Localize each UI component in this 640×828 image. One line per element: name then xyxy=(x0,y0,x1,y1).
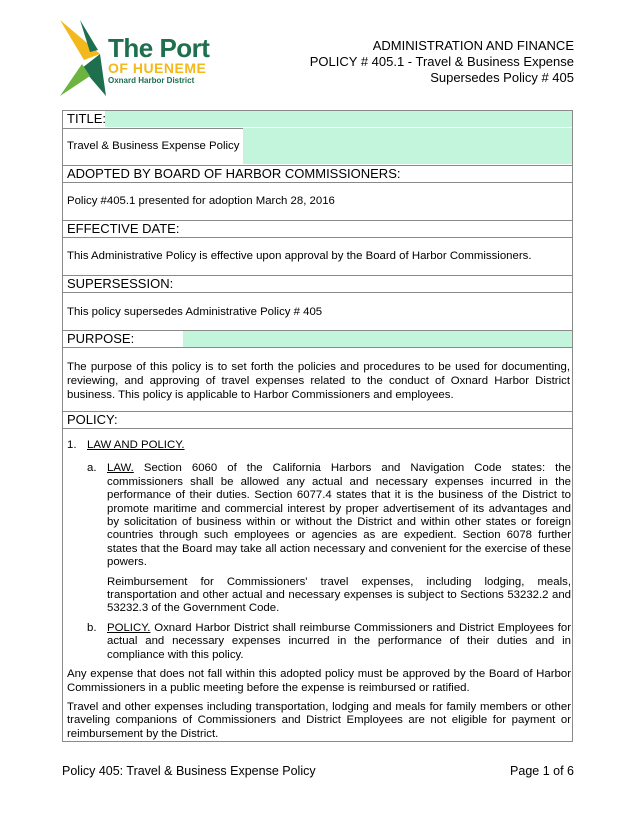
port-logo-mark xyxy=(60,20,106,96)
supersession-heading: SUPERSESSION: xyxy=(63,275,572,293)
header-supersedes: Supersedes Policy # 405 xyxy=(430,70,574,85)
logo-tagline: Oxnard Harbor District xyxy=(108,76,195,85)
header-policy-number: POLICY # 405.1 - Travel & Business Expense xyxy=(309,54,574,69)
policy-form xyxy=(62,110,573,742)
item-a-letter: a. xyxy=(87,462,97,475)
policy-item-a xyxy=(87,462,571,615)
item-b-letter: b. xyxy=(87,621,97,634)
logo-subtitle: OF HUENEME xyxy=(108,60,207,76)
footer-page-number: Page 1 of 6 xyxy=(510,764,574,778)
supersession-text: This policy supersedes Administrative Policy # 405 xyxy=(67,306,323,318)
policy-paragraph-1: Any expense that does not fall within this adopted policy must be approved by the Board of Harbor Commissioners in a public meeting before the expense is reimbursed or ratified. xyxy=(67,668,571,694)
purpose-highlight xyxy=(183,331,572,347)
policy-heading: POLICY: xyxy=(63,411,572,429)
item-1-title: LAW AND POLICY. xyxy=(87,439,185,451)
footer-policy-title: Policy 405: Travel & Business Expense Policy xyxy=(62,764,316,778)
adopted-text: Policy #405.1 presented for adoption March 28, 2016 xyxy=(67,195,335,207)
document-header xyxy=(310,38,574,86)
effective-heading: EFFECTIVE DATE: xyxy=(63,220,572,238)
effective-text: This Administrative Policy is effective upon approval by the Board of Harbor Commissioners. xyxy=(67,250,532,262)
item-b-paragraph xyxy=(107,622,571,662)
policy-item-1 xyxy=(67,439,571,452)
title-value: Travel & Business Expense Policy xyxy=(67,140,240,152)
item-a-text-2: Reimbursement for Commissioners' travel expenses, including lodging, meals, transportation and other actual and necessary expenses is subject to Sections 53232.2 and 53232.3 of the Government Code. xyxy=(107,575,571,615)
title-heading: TITLE: xyxy=(63,111,572,129)
purpose-heading: PURPOSE: xyxy=(63,330,572,348)
policy-paragraph-2: Travel and other expenses including transportation, lodging and meals for family members or other traveling companions of Commissioners and District Employees are not eligible for payment or reimbursement by the District. xyxy=(67,700,571,740)
policy-body xyxy=(67,439,571,741)
item-a-paragraph xyxy=(107,462,571,569)
port-logo xyxy=(60,20,210,98)
item-a-text: Section 6060 of the California Harbors and Navigation Code states: the commissioners shall be allowed any actual and necessary expenses incurred in the performance of their duties. Section 6077.4 states that it is the business of the District to promote maritime and commercial interest by proper advertisement of its advantages and by solicitation of business within or without the District and within other states or foreign countries through such employees or agencies as are expedient. Section 6078 further states that the Board may take all action necessary and convenient for the exercise of these powers. xyxy=(107,462,571,569)
policy-item-b xyxy=(87,622,571,662)
header-department: ADMINISTRATION AND FINANCE xyxy=(372,38,574,53)
item-a-title: LAW. xyxy=(107,462,134,475)
item-1-number: 1. xyxy=(67,439,77,451)
item-b-title: POLICY. xyxy=(107,621,151,634)
logo-title: The Port xyxy=(108,33,210,63)
title-highlight xyxy=(105,111,572,127)
purpose-text: The purpose of this policy is to set forth the policies and procedures to be used for documenting, reviewing, and approving of travel expenses related to the conduct of Oxnard Harbor District business. This policy is applicable to Harbor Commissioners and employees. xyxy=(67,361,570,401)
item-b-text: Oxnard Harbor District shall reimburse Commissioners and District Employees for actual and necessary expenses incurred in the performance of their duties and in compliance with this policy. xyxy=(107,621,571,661)
adopted-heading: ADOPTED BY BOARD OF HARBOR COMMISSIONERS: xyxy=(63,165,572,183)
